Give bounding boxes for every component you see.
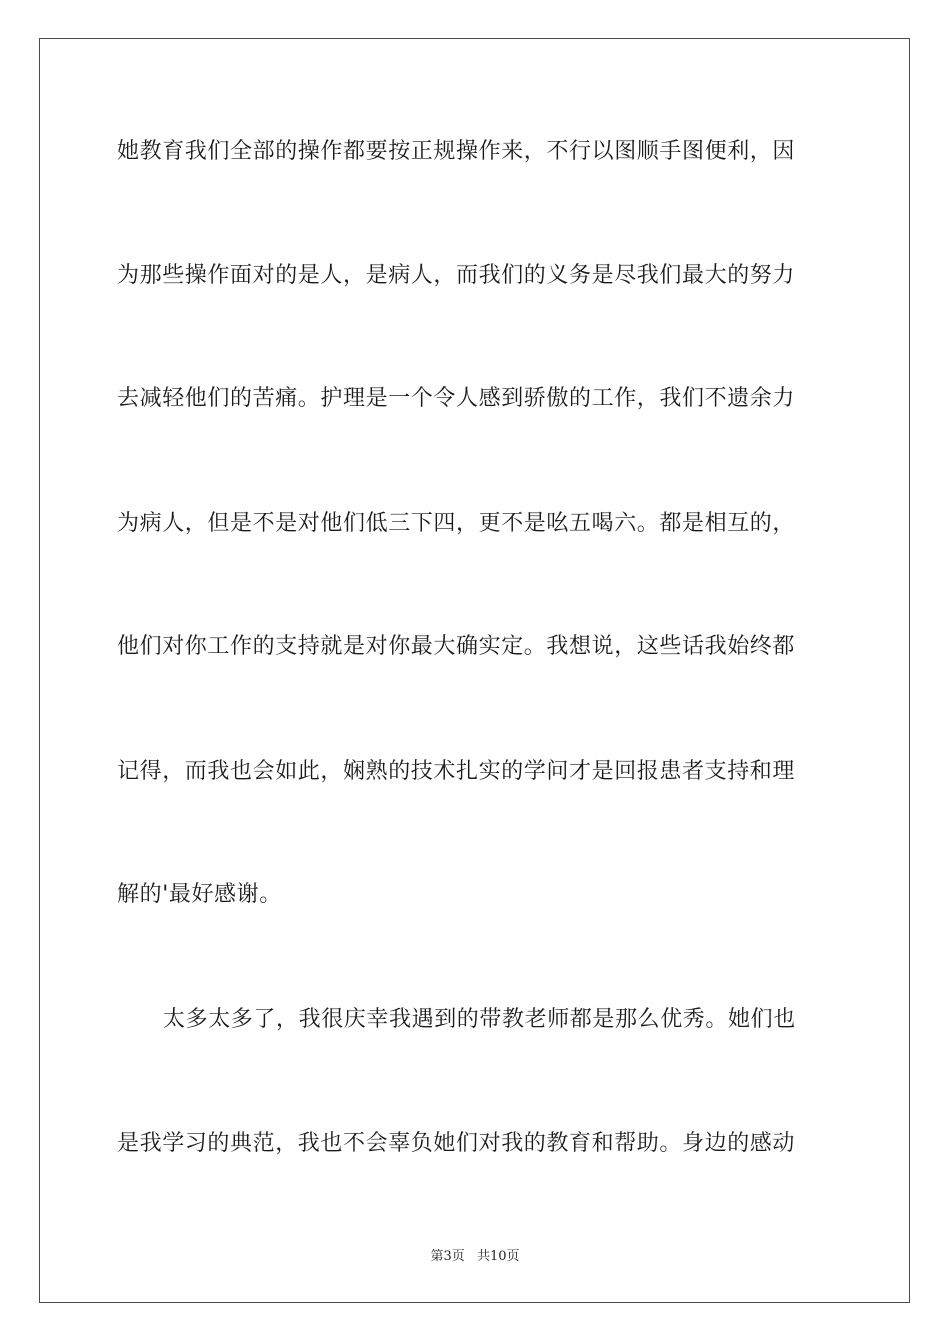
paragraph-line-2: 为那些操作面对的是人，是病人，而我们的义务是尽我们最大的努力 — [117, 263, 796, 288]
paragraph-line-5: 他们对你工作的支持就是对你最大确实定。我想说，这些话我始终都 — [117, 634, 796, 659]
paragraph-line-6: 记得，而我也会如此，娴熟的技术扎实的学问才是回报患者支持和理 — [117, 759, 796, 784]
paragraph-line-3: 去减轻他们的苦痛。护理是一个令人感到骄傲的工作，我们不遗余力 — [117, 386, 796, 411]
page-footer — [0, 1248, 950, 1266]
paragraph-line-8: 太多太多了，我很庆幸我遇到的带教老师都是那么优秀。她们也 — [163, 1007, 796, 1032]
page-total: 共10页 — [476, 1249, 520, 1264]
page-number: 第3页 — [430, 1249, 465, 1264]
paragraph-line-7: 解的'最好感谢。 — [117, 882, 282, 907]
paragraph-line-9: 是我学习的典范，我也不会辜负她们对我的教育和帮助。身边的感动 — [117, 1131, 796, 1156]
page-frame — [39, 38, 910, 1303]
paragraph-line-4: 为病人，但是不是对他们低三下四，更不是吆五喝六。都是相互的， — [117, 511, 796, 536]
paragraph-line-1: 她教育我们全部的操作都要按正规操作来，不行以图顺手图便利，因 — [117, 139, 796, 164]
